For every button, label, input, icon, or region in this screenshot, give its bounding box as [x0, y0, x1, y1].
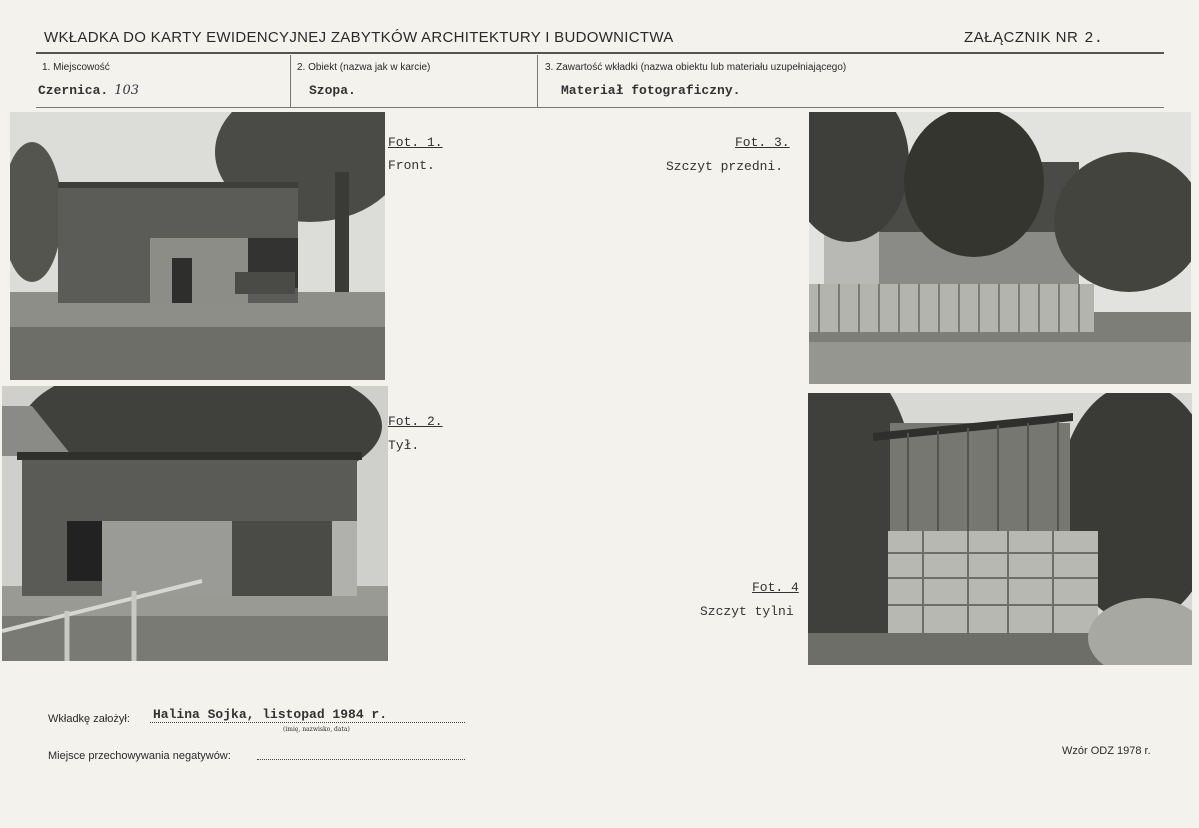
photo-2-number: Fot. 2. [388, 414, 443, 429]
header-rule [36, 52, 1164, 54]
fields-rule [36, 107, 1164, 108]
photo-3-number: Fot. 3. [735, 135, 790, 150]
place-field [38, 83, 139, 98]
photo-4-caption: Szczyt tylni [700, 604, 794, 619]
created-by-hint: (imię, nazwisko, data) [283, 726, 350, 733]
photo-back [2, 386, 388, 661]
document-title: WKŁADKA DO KARTY EWIDENCYJNEJ ZABYTKÓW ARCHITEKTURY I BUDOWNICTWA [44, 29, 674, 46]
place-handwritten-number: 103 [114, 83, 140, 98]
photo-3-caption: Szczyt przedni. [666, 159, 784, 174]
place-label: 1. Miejscowość [42, 62, 110, 73]
photo-1-number: Fot. 1. [388, 135, 443, 150]
form-code: Wzór ODZ 1978 r. [1062, 745, 1151, 757]
photo-2-caption: Tył. [388, 438, 420, 453]
negatives-storage-label: Miejsce przechowywania negatywów: [48, 750, 231, 762]
created-by-label: Wkładkę założył: [48, 713, 130, 725]
field-divider [537, 55, 538, 107]
contents-value: Materiał fotograficzny. [561, 83, 741, 98]
object-label: 2. Obiekt (nazwa jak w karcie) [297, 62, 431, 73]
created-by-value: Halina Sojka, listopad 1984 r. [153, 707, 388, 722]
photo-front-gable [809, 112, 1191, 384]
annex-label-text: ZAŁĄCZNIK NR [964, 29, 1079, 46]
annex-number: 2. [1084, 30, 1104, 47]
object-value: Szopa. [309, 83, 356, 98]
photo-front [10, 112, 385, 380]
field-divider [290, 55, 291, 107]
photo-4-number: Fot. 4 [752, 580, 799, 595]
place-value: Czernica. [38, 83, 109, 98]
created-by-line [150, 722, 465, 723]
annex-label [964, 29, 1103, 47]
negatives-storage-line [257, 759, 465, 760]
contents-label: 3. Zawartość wkładki (nazwa obiektu lub materiału uzupełniającego) [545, 62, 847, 73]
photo-rear-gable [808, 393, 1192, 665]
photo-1-caption: Front. [388, 158, 435, 173]
